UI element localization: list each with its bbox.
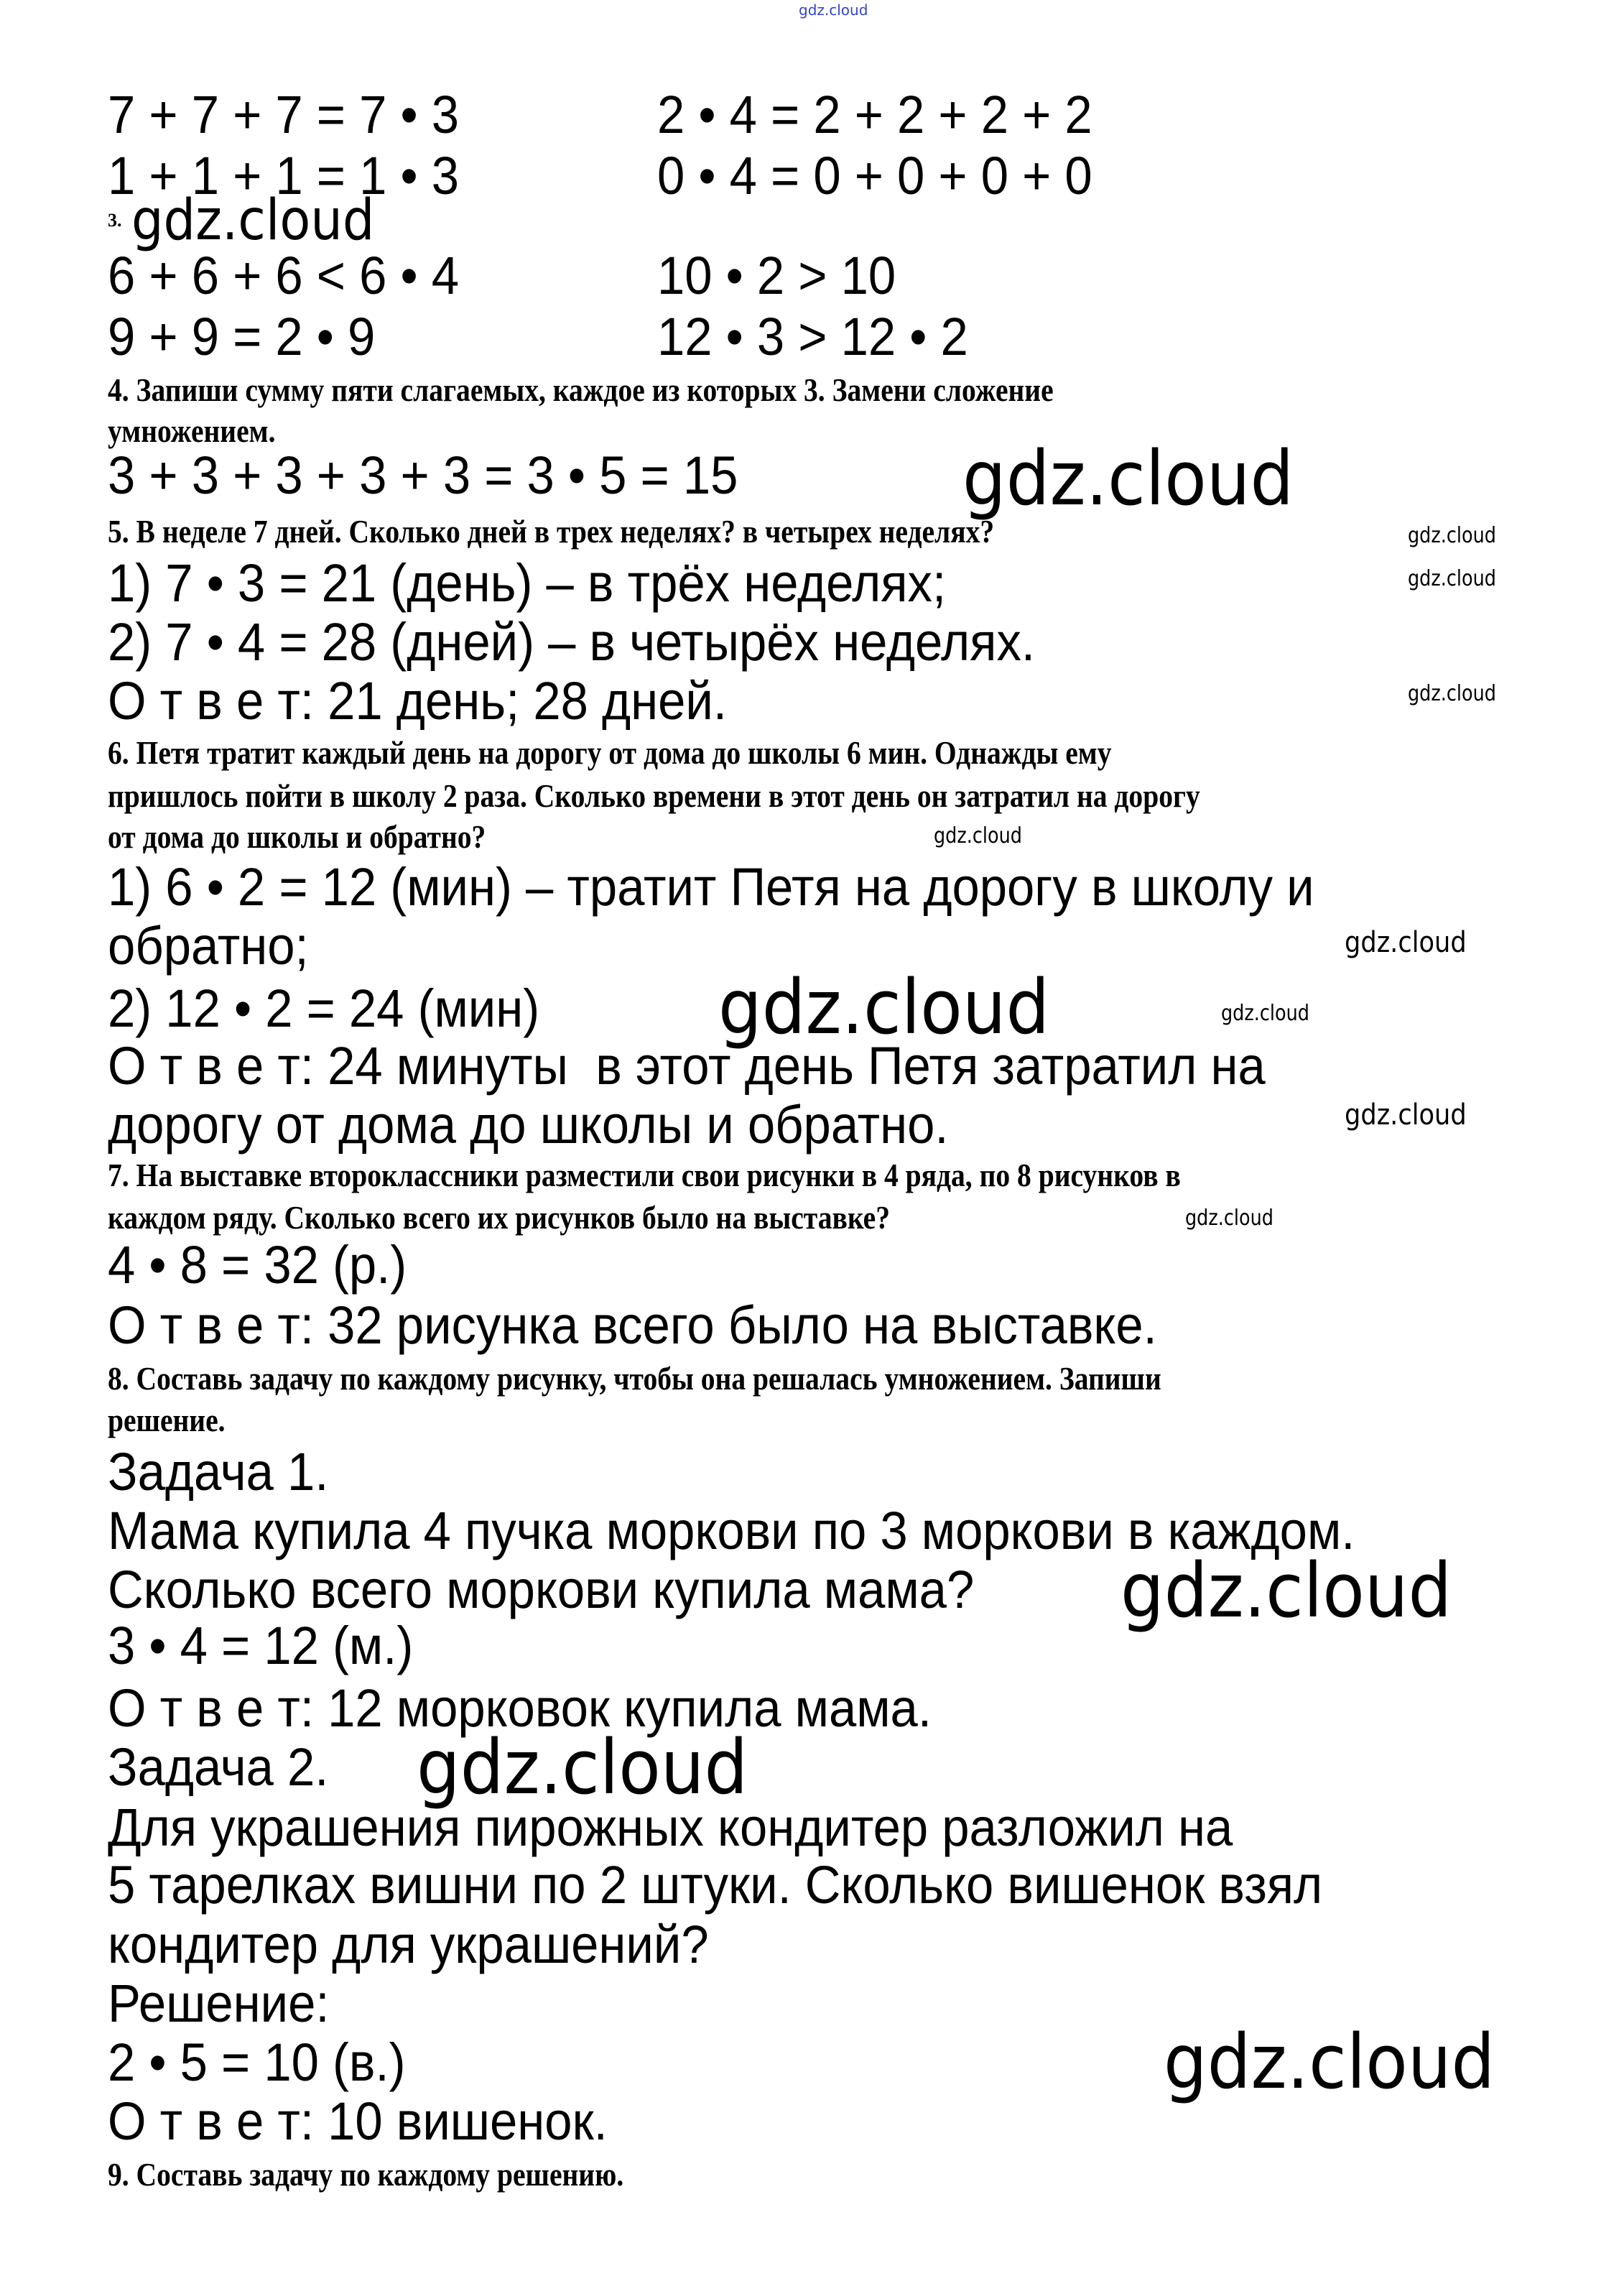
answer-line: 2) 7 • 4 = 28 (дней) – в четырёх неделях. [108,612,1035,672]
watermark: gdz.cloud [417,1724,748,1811]
watermark: gdz.cloud [1185,1206,1273,1231]
task-number: 3. [108,210,122,231]
answer-line: 5 тарелках вишни по 2 штуки. Сколько вишенок взял [108,1855,1323,1915]
question-text: умножением. [108,412,276,449]
equation: 2 • 4 = 2 + 2 + 2 + 2 [657,85,1092,144]
watermark: gdz.cloud [1408,681,1496,706]
question-text: решение. [108,1402,226,1438]
watermark: gdz.cloud [1408,523,1496,548]
answer-line: Для украшения пирожных кондитер разложил на [108,1798,1233,1857]
answer-line: 1) 6 • 2 = 12 (мин) – тратит Петя на дорогу в школу и [108,857,1314,917]
watermark: gdz.cloud [131,188,375,253]
equation: 7 + 7 + 7 = 7 • 3 [108,85,460,144]
equation: 12 • 3 > 12 • 2 [657,307,968,366]
header-watermark: gdz.cloud [799,1,868,19]
answer-line: кондитер для украшений? [108,1915,709,1974]
question-text: пришлось пойти в школу 2 раза. Сколько времени в этот день он затратил на дорогу [108,777,1200,814]
question-text: 4. Запиши сумму пяти слагаемых, каждое из которых 3. Замени сложение [108,371,1054,408]
answer-line: Мама купила 4 пучка моркови по 3 моркови в каждом. [108,1501,1355,1560]
answer-line: Сколько всего моркови купила мама? [108,1560,975,1619]
answer-line: дорогу от дома до школы и обратно. [108,1095,949,1155]
answer-line: О т в е т: 21 день; 28 дней. [108,671,728,731]
answer-line: О т в е т: 24 минуты в этот день Петя затратил на [108,1036,1266,1096]
watermark: gdz.cloud [1408,566,1496,591]
equation: 1 + 1 + 1 = 1 • 3 [108,146,460,205]
watermark: gdz.cloud [718,963,1050,1051]
answer-line: 4 • 8 = 32 (р.) [108,1235,407,1295]
answer-line: О т в е т: 10 вишенок. [108,2091,608,2151]
answer-line: 1) 7 • 3 = 21 (день) – в трёх неделях; [108,553,947,613]
watermark: gdz.cloud [1164,2018,1495,2106]
answer-line: 2) 12 • 2 = 24 (мин) [108,979,540,1038]
answer-line: 3 + 3 + 3 + 3 + 3 = 3 • 5 = 15 [108,445,738,505]
answer-line: 3 • 4 = 12 (м.) [108,1616,414,1675]
watermark: gdz.cloud [1221,1001,1309,1026]
answer-line: обратно; [108,916,309,976]
answer-line: Задача 1. [108,1442,329,1502]
question-text: каждом ряду. Сколько всего их рисунков было на выставке? [108,1199,891,1236]
equation: 10 • 2 > 10 [657,246,896,305]
equation: 0 • 4 = 0 + 0 + 0 + 0 [657,146,1092,205]
answer-line: Решение: [108,1974,330,2033]
question-text: 5. В неделе 7 дней. Сколько дней в трех неделях? в четырех неделях? [108,513,995,550]
question-text: от дома до школы и обратно? [108,818,486,855]
watermark: gdz.cloud [934,823,1022,848]
question-text: 7. На выставке второклассники разместили свои рисунки в 4 ряда, по 8 рисунков в [108,1157,1181,1193]
answer-line: О т в е т: 32 рисунка всего было на выставке. [108,1295,1157,1355]
watermark: gdz.cloud [1345,926,1467,959]
equation: 6 + 6 + 6 < 6 • 4 [108,246,460,305]
watermark: gdz.cloud [962,435,1294,522]
question-text: 6. Петя тратит каждый день на дорогу от дома до школы 6 мин. Однажды ему [108,734,1112,771]
answer-line: Задача 2. [108,1737,329,1797]
answer-line: О т в е т: 12 морковок купила мама. [108,1678,932,1738]
watermark: gdz.cloud [1120,1547,1452,1634]
watermark: gdz.cloud [1345,1098,1467,1132]
question-text: 9. Составь задачу по каждому решению. [108,2156,624,2193]
answer-line: 2 • 5 = 10 (в.) [108,2032,406,2092]
equation: 9 + 9 = 2 • 9 [108,307,376,366]
question-text: 8. Составь задачу по каждому рисунку, чтобы она решалась умножением. Запиши [108,1360,1161,1397]
